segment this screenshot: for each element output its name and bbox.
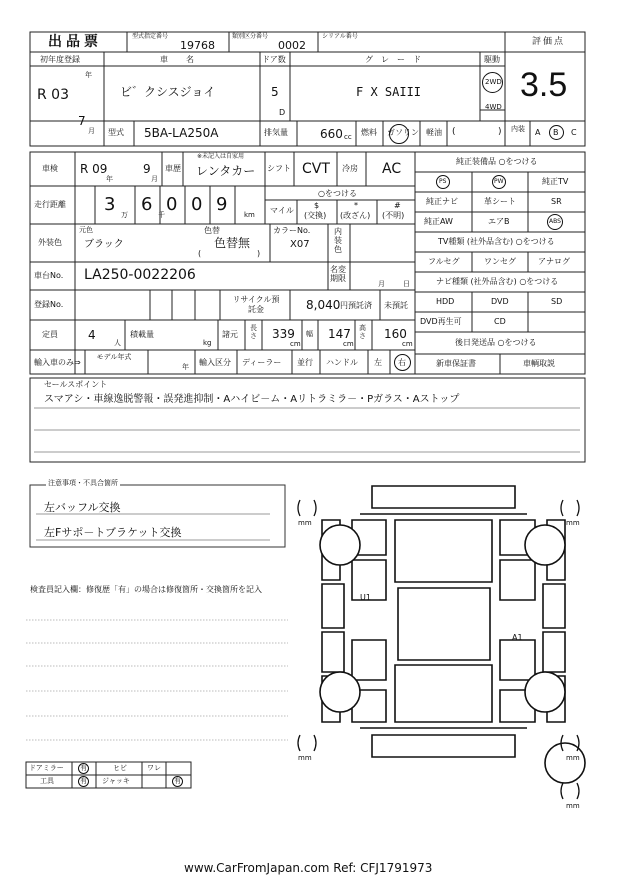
tv-type-label: TV種類 (社外品含む) ○をつける — [438, 237, 555, 246]
mm-rear-left: mm — [298, 754, 312, 762]
length-label: 長さ — [250, 324, 257, 340]
car-name-label: 車名 — [160, 55, 212, 64]
footer-watermark: www.CarFromJapan.com Ref: CFJ1791973 — [184, 861, 433, 875]
interior-c: C — [571, 128, 577, 137]
unknown-sym: # — [394, 201, 401, 210]
first-reg-month: 7 — [78, 114, 86, 128]
mileage-digit-1: 3 — [104, 194, 116, 215]
first-reg-label: 初年度登録 — [40, 55, 80, 64]
shift-label: シフト — [267, 164, 291, 173]
legend-tools: 工具 — [40, 777, 54, 785]
form-title: 出品票 — [48, 34, 102, 50]
light-oil-paren-open: ( — [452, 127, 456, 137]
month-unit: 月 — [88, 127, 95, 135]
orig-color-label: 元色 — [79, 226, 93, 234]
model-cert-label: 型式指定番号 — [132, 33, 169, 40]
manual: 車輌取説 — [523, 359, 555, 368]
navi-sd: SD — [551, 297, 563, 306]
sen-unit: 千 — [158, 211, 165, 219]
legend-door-mirror: ドアミラー — [29, 764, 64, 772]
import-label: 輸入車のみ⇒ — [34, 358, 81, 367]
model-type-label: 型式 — [108, 128, 124, 137]
exchange-sym: $ — [314, 201, 320, 210]
light-oil-label: 軽油 — [426, 128, 442, 137]
notes-line-1: 左バッフル交換 — [44, 501, 121, 514]
drive-4wd: 4WD — [485, 103, 502, 111]
std-equip-label: 純正装備品 ○をつける — [456, 157, 538, 166]
grade-value: F X SAIII — [356, 85, 422, 99]
mileage-label: 走行距離 — [34, 200, 66, 209]
tv-oneseg: ワンセグ — [484, 257, 516, 266]
light-oil-paren-close: ) — [498, 127, 502, 137]
color-change-label: 色替 — [204, 226, 220, 235]
history-note: ※未記入は自家用 — [197, 153, 245, 160]
score-value: 3.5 — [520, 66, 568, 104]
mm-front-right: mm — [566, 519, 580, 527]
interior-label: 内装 — [511, 125, 525, 133]
navi-type-label: ナビ種類 (社外品含む) ○をつける — [436, 277, 559, 286]
mark-note: ○をつける — [318, 189, 357, 198]
damage-mark-u1: U1 — [360, 593, 371, 602]
mileage-digit-3: 0 — [166, 194, 178, 215]
navi-cd: CD — [494, 317, 506, 326]
height-cm: cm — [402, 340, 413, 348]
length-cm: cm — [290, 340, 301, 348]
mileage-digit-5: 9 — [216, 194, 228, 215]
tv-fullseg: フルセグ — [428, 257, 460, 266]
tamper-label: (改ざん) — [340, 211, 371, 220]
class-value: 0002 — [278, 39, 306, 52]
model-year-label: モデル年式 — [96, 353, 132, 361]
navi-dvd: DVD — [491, 297, 509, 306]
serial-label: シリアル番号 — [322, 33, 358, 40]
mileage-digit-4: 0 — [191, 194, 203, 215]
interior-a: A — [535, 128, 541, 137]
color-code-value: X07 — [290, 239, 310, 250]
name-change-label: 名変期限 — [330, 265, 346, 283]
width-label: 幅 — [306, 330, 313, 338]
inspection-month-unit: 月 — [151, 175, 158, 183]
person-unit: 人 — [114, 339, 121, 347]
new-warranty: 新車保証書 — [436, 359, 476, 368]
fuel-label: 燃料 — [361, 128, 377, 137]
width-cm: cm — [343, 340, 354, 348]
model-type-value: 5BA-LA250A — [144, 126, 219, 140]
aircon-value: AC — [382, 161, 402, 177]
interior-b: B — [553, 128, 559, 137]
recycle-undeposited: 未預託 — [384, 301, 408, 310]
equip-airbag: エアB — [488, 217, 510, 226]
shift-value: CVT — [302, 161, 330, 177]
score-label: 評価点 — [532, 37, 566, 47]
handle-label: ハンドル — [326, 358, 358, 367]
displacement-label: 排気量 — [264, 128, 288, 137]
door-type: D — [279, 108, 286, 117]
km-unit: km — [244, 211, 255, 219]
cc-unit: cc — [344, 133, 352, 141]
import-class-label: 輸入区分 — [199, 358, 231, 367]
interior-color-label: 内装色 — [334, 227, 342, 254]
import-class-dealer: ディーラー — [242, 358, 282, 367]
width-value: 147 — [328, 327, 351, 341]
exterior-color-value: ブラック — [84, 239, 124, 250]
mm-front-left: mm — [298, 519, 312, 527]
grade-label: グレード — [365, 55, 429, 64]
notes-label: 注意事項・不具合箇所 — [48, 479, 118, 487]
model-year-unit: 年 — [182, 363, 189, 371]
fuel-value: ガソリン — [387, 128, 419, 137]
drive-2wd: 2WD — [485, 78, 502, 86]
recycle-deposited: 円預託済 — [340, 301, 372, 310]
sales-point-text: スマアシ・車線逸脱警報・誤発進抑制・Aハイビ－ム・Aリトラミラ－・Pガラス・Aストップ — [44, 394, 460, 405]
paren-open: ( — [198, 249, 202, 258]
damage-mark-a1: A1 — [512, 633, 523, 642]
sales-point-label: セールスポイント — [44, 380, 108, 389]
import-parallel: 並行 — [297, 358, 313, 367]
first-reg-era: R 03 — [37, 87, 69, 103]
inspection-year: R 09 — [80, 162, 108, 176]
legend-tools-have: 有 — [80, 777, 87, 785]
paren-close: ) — [257, 249, 261, 258]
handle-left: 左 — [374, 358, 382, 367]
aircon-label: 冷房 — [342, 164, 358, 173]
doors-value: 5 — [271, 85, 279, 99]
name-change-day: 日 — [403, 280, 410, 288]
model-cert-value: 19768 — [180, 39, 215, 52]
load-label: 積載量 — [130, 330, 154, 339]
car-diagram — [322, 486, 565, 757]
equip-ps: PS — [439, 178, 447, 185]
reg-no-label: 登録No. — [34, 300, 64, 309]
exterior-color-label: 外装色 — [38, 238, 62, 247]
legend-jack: ジャッキ — [102, 777, 130, 785]
equip-abs: ABS — [549, 218, 561, 225]
recycle-label: リサイクル預託金 — [232, 295, 280, 314]
car-name-value: ビ゛クシスジョイ — [120, 85, 216, 99]
mile-label: マイル — [270, 206, 294, 215]
length-value: 339 — [272, 327, 295, 341]
legend-jack-have: 有 — [174, 777, 181, 785]
wheels — [320, 525, 585, 783]
equip-sr: SR — [551, 197, 562, 206]
legend-mirror-have: 有 — [80, 764, 87, 772]
equip-navi: 純正ナビ — [426, 197, 458, 206]
navi-hdd: HDD — [436, 297, 455, 306]
year-unit: 年 — [85, 71, 92, 79]
inspection-year-unit: 年 — [106, 175, 113, 183]
displacement-value: 660 — [320, 127, 343, 141]
height-value: 160 — [384, 327, 407, 341]
tv-analog: アナログ — [538, 257, 570, 266]
inspector-label: 検査員記入欄：修復歴「有」の場合は修復箇所・交換箇所を記入 — [30, 585, 262, 594]
handle-right: 右 — [398, 358, 406, 367]
equip-pw: PW — [494, 178, 504, 185]
recycle-value: 8,040 — [306, 298, 341, 312]
size-label: 諸元 — [222, 330, 238, 339]
navi-dvd-play: DVD再生可 — [420, 317, 462, 326]
inspection-label: 車検 — [42, 164, 58, 173]
later-docs-label: 後日発送品 ○をつける — [455, 338, 537, 347]
tamper-sym: * — [354, 201, 358, 210]
equip-leather: 革シート — [484, 197, 516, 206]
inspection-month: 9 — [143, 162, 151, 176]
equip-aw: 純正AW — [424, 217, 453, 226]
mm-spare: mm — [566, 802, 580, 810]
chassis-label: 車台No. — [34, 271, 64, 280]
color-change-value: 色替無 — [214, 236, 251, 250]
history-label: 車歴 — [165, 164, 181, 173]
exchange-label: (交換) — [304, 211, 327, 220]
legend-crack-small: ヒビ — [113, 764, 127, 772]
history-value: レンタカー — [196, 164, 256, 178]
class-label: 類別区分番号 — [232, 33, 269, 40]
unknown-label: (不明) — [382, 211, 405, 220]
man-unit: 万 — [121, 211, 128, 219]
equip-tv: 純正TV — [542, 177, 569, 186]
notes-line-2: 左Fサポ－トブラケット交換 — [44, 526, 182, 539]
doors-label: ドア数 — [262, 55, 286, 64]
chassis-value: LA250-0022206 — [84, 267, 196, 283]
kg-unit: kg — [203, 339, 212, 347]
color-code-label: カラーNo. — [273, 226, 311, 235]
mm-rear-right: mm — [566, 754, 580, 762]
capacity-value: 4 — [88, 328, 96, 342]
name-change-month: 月 — [378, 280, 385, 288]
mileage-digit-2: 6 — [141, 194, 153, 215]
legend-crack: ワレ — [147, 764, 161, 772]
drive-label: 駆動 — [484, 55, 500, 64]
height-label: 高さ — [359, 324, 366, 340]
capacity-label: 定員 — [42, 330, 58, 339]
